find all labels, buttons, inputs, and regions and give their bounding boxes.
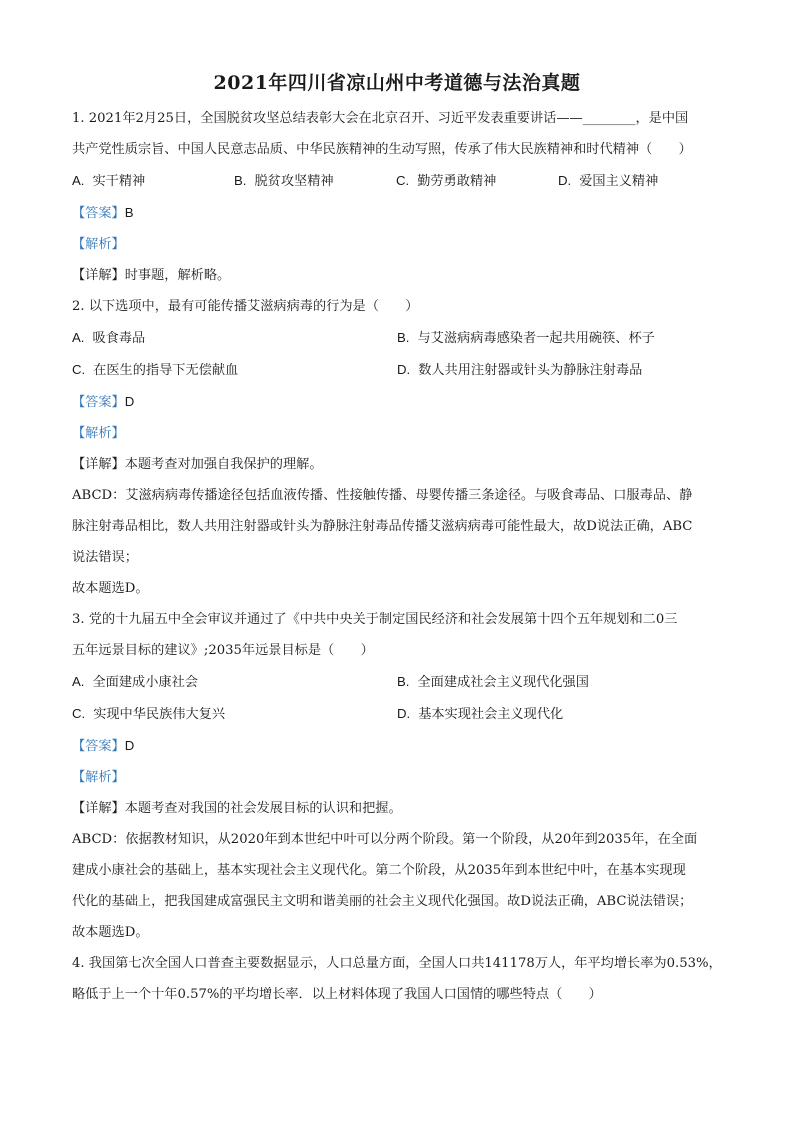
detail-line: 故本题选D。 — [72, 925, 149, 940]
answer-tag: 【答案】 — [72, 206, 125, 221]
option-a: A. 全面建成小康社会 — [72, 674, 198, 690]
detail-line: 【详解】本题考查对我国的社会发展目标的认识和把握。 — [72, 801, 402, 816]
detail-line: ABCD：依据教材知识，从2020年到本世纪中叶可以分两个阶段。第一个阶段，从20年到2035年，在全面 — [72, 832, 698, 847]
detail-line: 【详解】本题考查对加强自我保护的理解。 — [72, 457, 323, 472]
analysis-tag: 【解析】 — [72, 770, 125, 785]
question-stem-line: 3. 党的十九届五中全会审议并通过了《中共中央关于制定国民经济和社会发展第十四个五年规划和二0三 — [72, 612, 678, 627]
question-1 — [72, 103, 722, 291]
detail-tag: 【详解】 — [72, 268, 125, 283]
question-stem-line: 共产党性质宗旨、中国人民意志品质、中华民族精神的生动写照，传承了伟大民族精神和时代精神（ ） — [72, 142, 692, 157]
detail-line: 说法错误； — [72, 550, 138, 565]
detail-line: 代化的基础上，把我国建成富强民主文明和谐美丽的社会主义现代化强国。故D说法正确，ABC说法错误； — [72, 894, 693, 909]
question-stem-line: 五年远景目标的建议》;2035年远景目标是（ ） — [72, 643, 374, 658]
options — [72, 666, 722, 730]
option-b: B. 全面建成社会主义现代化强国 — [397, 674, 589, 690]
document-page — [72, 68, 722, 1010]
option-b: B. 脱贫攻坚精神 — [234, 173, 334, 189]
answer-value: D — [124, 738, 135, 753]
options — [72, 165, 722, 197]
answer-line — [72, 730, 722, 762]
document-title: 2021年四川省凉山州中考道德与法治真题 — [213, 72, 581, 94]
detail-tag: 【详解】 — [72, 801, 125, 816]
detail-line: ABCD：艾滋病病毒传播途径包括血液传播、性接触传播、母婴传播三条途径。与吸食毒品、口服毒品、静 — [72, 488, 693, 503]
option-d: D. 数人共用注射器或针头为静脉注射毒品 — [397, 362, 643, 378]
answer-value: B — [124, 205, 134, 220]
option-c: C. 在医生的指导下无偿献血 — [72, 362, 239, 378]
question-stem-line: 1. 2021年2月25日，全国脱贫攻坚总结表彰大会在北京召开、习近平发表重要讲话——________，是中国 — [72, 111, 689, 126]
detail-line: 故本题选D。 — [72, 581, 149, 596]
question-3 — [72, 604, 722, 948]
option-d: D. 爱国主义精神 — [558, 173, 659, 189]
option-c: C. 勤劳勇敢精神 — [396, 173, 497, 189]
option-b: B. 与艾滋病病毒感染者一起共用碗筷、杯子 — [397, 330, 655, 346]
answer-line — [72, 197, 722, 229]
option-c: C. 实现中华民族伟大复兴 — [72, 706, 226, 722]
answer-tag: 【答案】 — [72, 739, 125, 754]
detail-line: 脉注射毒品相比，数人共用注射器或针头为静脉注射毒品传播艾滋病病毒可能性最大，故D说法正确，ABC — [72, 519, 693, 534]
answer-line — [72, 386, 722, 418]
option-a: A. 吸食毒品 — [72, 330, 146, 346]
detail-line: 【详解】时事题，解析略。 — [72, 268, 231, 283]
question-stem-line: 4. 我国第七次全国人口普查主要数据显示，人口总量方面，全国人口共141178万人，年平均增长率为0.53%， — [72, 956, 722, 971]
option-d: D. 基本实现社会主义现代化 — [397, 706, 564, 722]
question-stem-line: 2. 以下选项中，最有可能传播艾滋病病毒的行为是（ ） — [72, 299, 419, 314]
option-a: A. 实干精神 — [72, 173, 146, 189]
question-2 — [72, 291, 722, 604]
answer-tag: 【答案】 — [72, 395, 125, 410]
options — [72, 322, 722, 386]
answer-value: D — [124, 394, 135, 409]
detail-tag: 【详解】 — [72, 457, 125, 472]
analysis-tag: 【解析】 — [72, 237, 125, 252]
question-stem-line: 略低于上一个十年0.57%的平均增长率．以上材料体现了我国人口国情的哪些特点（ ） — [72, 987, 602, 1002]
detail-line: 建成小康社会的基础上，基本实现社会主义现代化。第二个阶段，从2035年到本世纪中叶，在基本实现现 — [72, 863, 686, 878]
question-4 — [72, 948, 722, 1010]
analysis-tag: 【解析】 — [72, 426, 125, 441]
